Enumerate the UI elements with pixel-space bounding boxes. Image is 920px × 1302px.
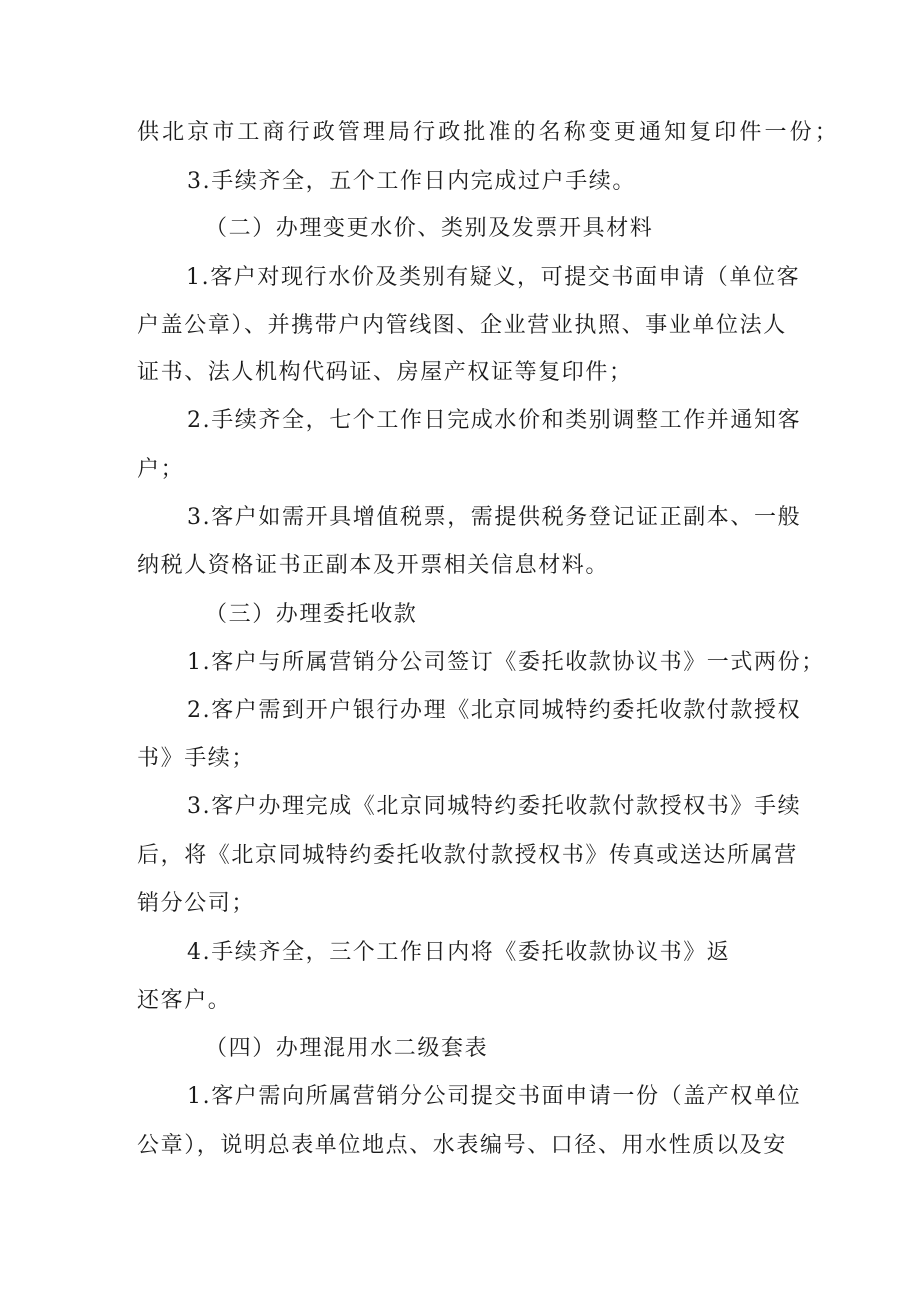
text-line-8: 户；	[137, 457, 185, 482]
text-line-1: 供北京市工商行政管理局行政批准的名称变更通知复印件一份；	[137, 120, 840, 145]
text-line-22: 公章），说明总表单位地点、水表编号、口径、用水性质以及安	[137, 1133, 787, 1158]
text-line-17: 销分公司；	[137, 891, 256, 916]
section-heading-3: （三）办理委托收款	[205, 602, 418, 627]
text-line-21: 1.客户需向所属营销分公司提交书面申请一份（盖产权单位	[187, 1084, 802, 1109]
text-line-18: 4.手续齐全，三个工作日内将《委托收款协议书》返	[187, 940, 731, 965]
section-heading-4: （四）办理混用水二级套表	[205, 1036, 489, 1061]
text-line-4: 1.客户对现行水价及类别有疑义，可提交书面申请（单位客	[186, 265, 801, 290]
text-line-15: 3.客户办理完成《北京同城特约委托收款付款授权书》手续	[187, 794, 802, 819]
text-line-2: 3.手续齐全，五个工作日内完成过户手续。	[187, 169, 636, 194]
text-line-9: 3.客户如需开具增值税票，需提供税务登记证正副本、一般	[187, 505, 802, 530]
text-line-7: 2.手续齐全，七个工作日完成水价和类别调整工作并通知客	[187, 408, 802, 433]
text-line-14: 书》手续；	[137, 746, 256, 771]
text-line-19: 还客户。	[137, 988, 232, 1013]
text-line-5: 户盖公章）、并携带户内管线图、企业营业执照、事业单位法人	[137, 313, 787, 338]
text-line-13: 2.客户需到开户银行办理《北京同城特约委托收款付款授权	[187, 698, 802, 723]
text-line-12: 1.客户与所属营销分公司签订《委托收款协议书》一式两份；	[187, 650, 825, 675]
text-line-16: 后，将《北京同城特约委托收款付款授权书》传真或送达所属营	[137, 843, 798, 868]
section-heading-2: （二）办理变更水价、类别及发票开具材料	[205, 216, 654, 241]
text-line-6: 证书、法人机构代码证、房屋产权证等复印件；	[137, 360, 633, 385]
text-line-10: 纳税人资格证书正副本及开票相关信息材料。	[137, 553, 610, 578]
